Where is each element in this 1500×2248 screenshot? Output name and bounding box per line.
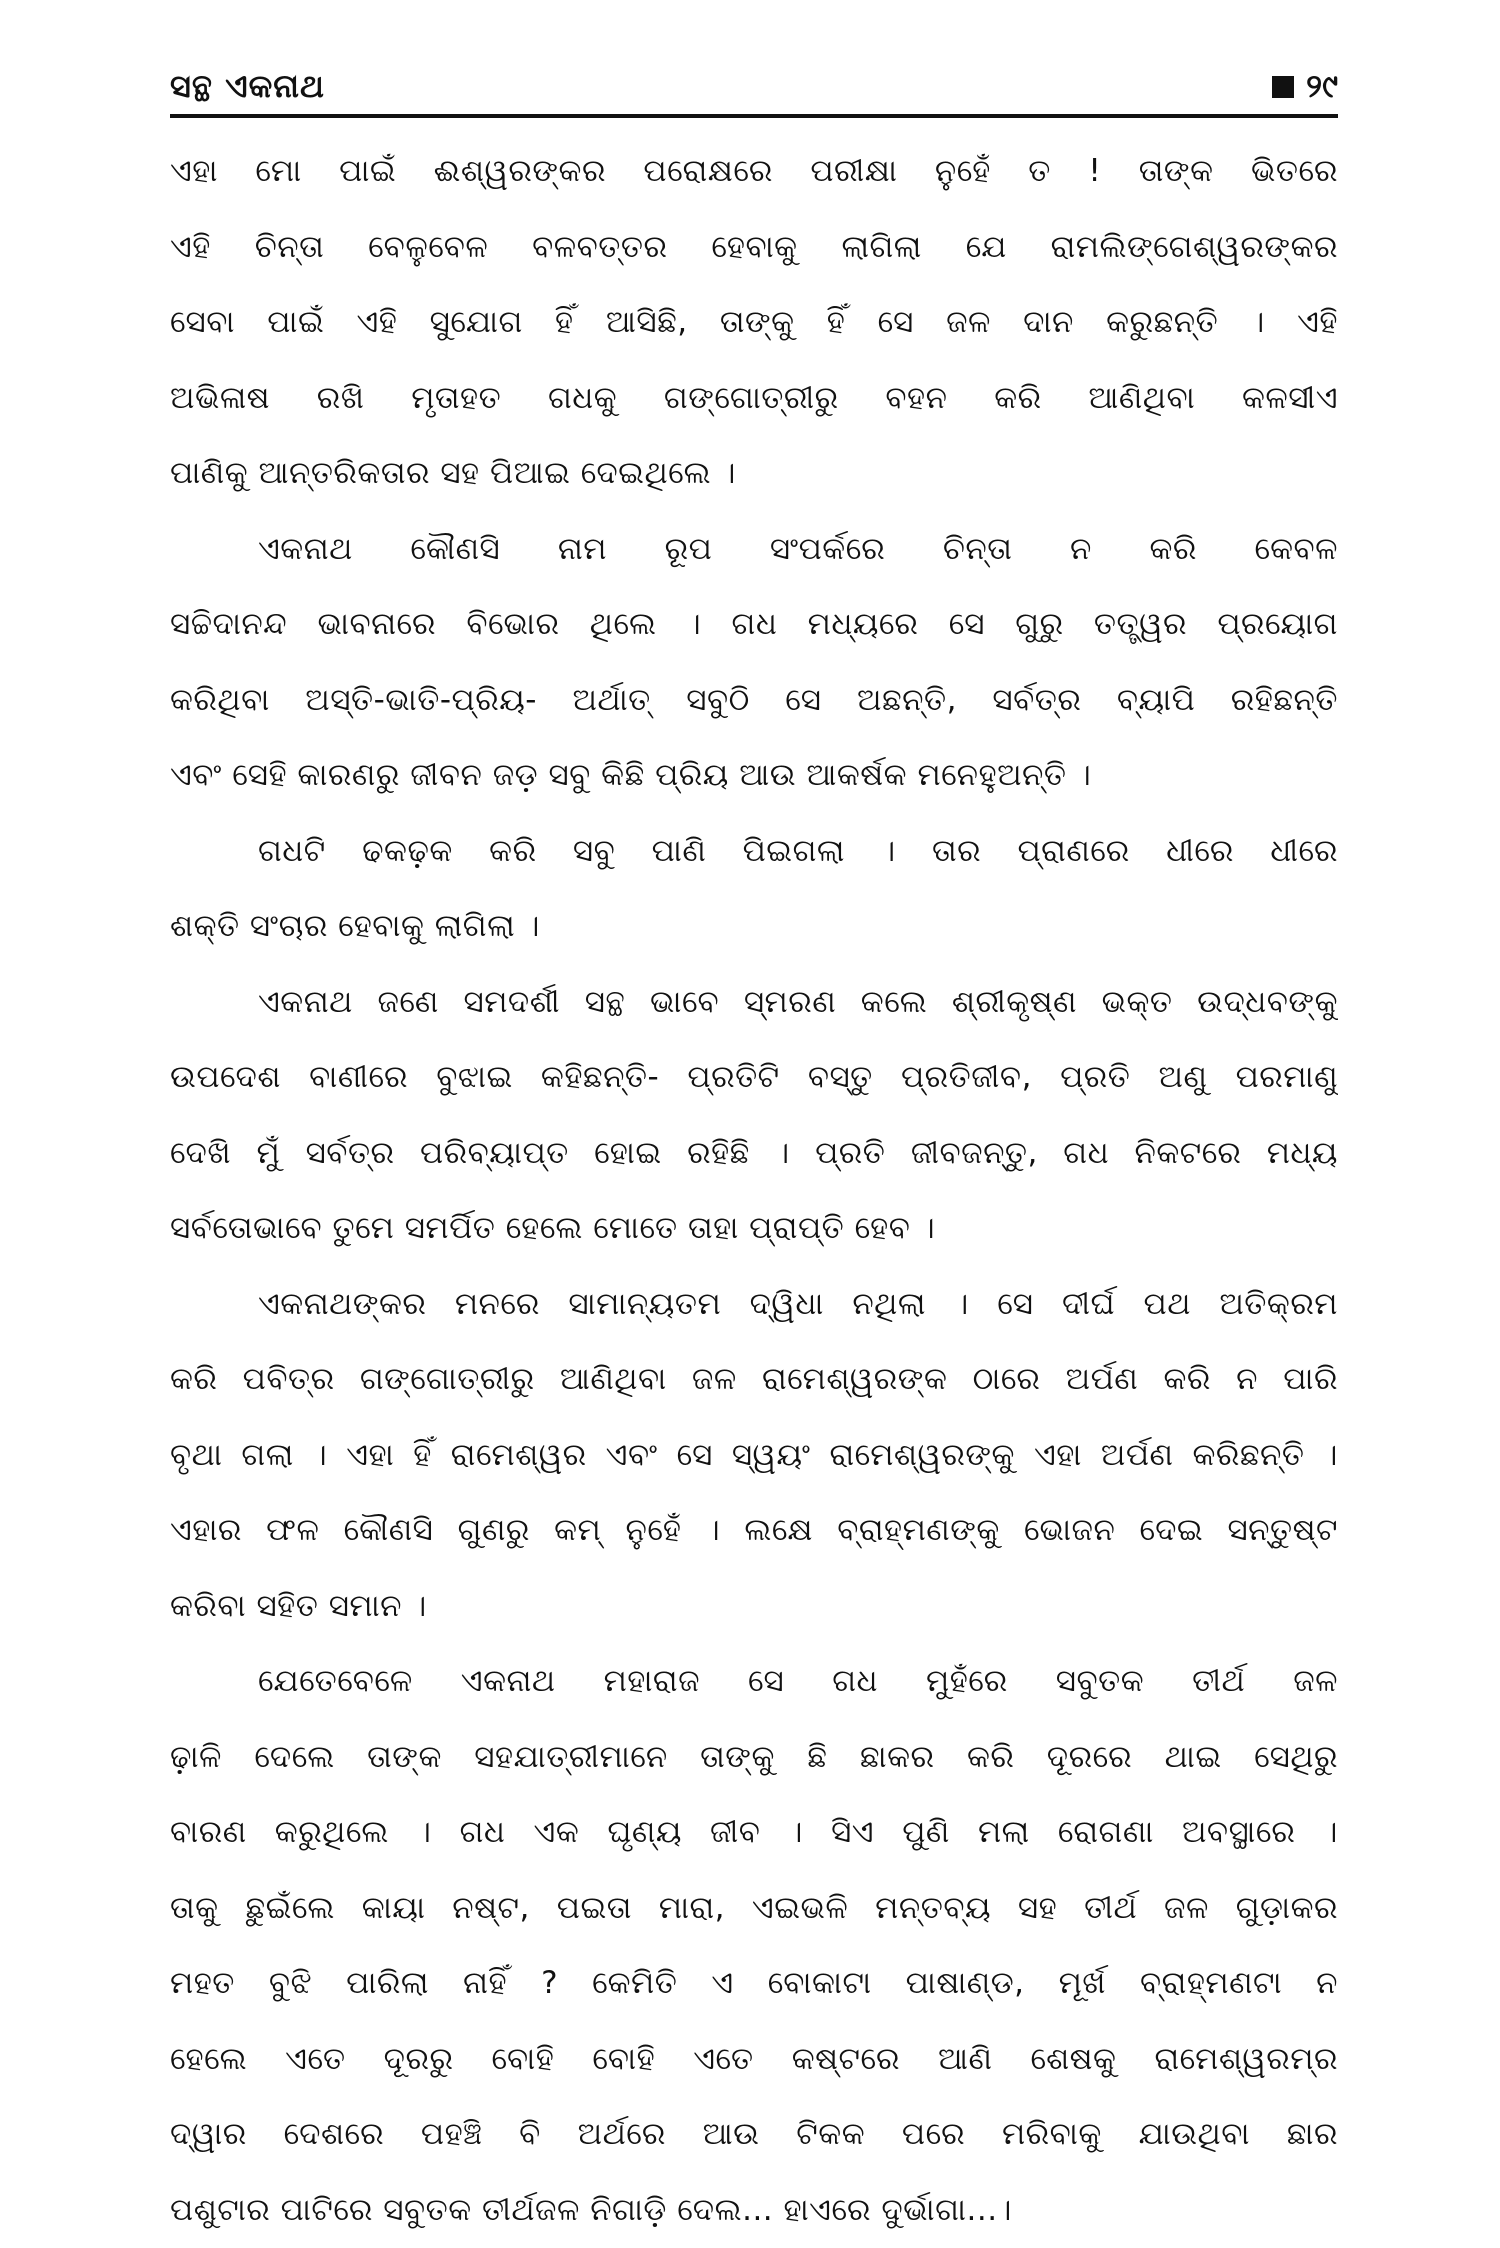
- page-number-group: [1272, 67, 1338, 106]
- book-title: ସନ୍ଥ ଏକନାଥ: [170, 67, 325, 106]
- text-line: ଏହାର ଫଳ କୌଣସି ଗୁଣରୁ କମ୍ ନୁହେଁ । ଲକ୍ଷେ ବ୍ରାହ୍ମଣଙ୍କୁ ଭୋଜନ ଦେଇ ସନ୍ତୁଷ୍ଟ: [170, 1493, 1338, 1569]
- text-line: କରି ପବିତ୍ର ଗଙ୍ଗୋତ୍ରୀରୁ ଆଣିଥିବା ଜଳ ରାମେଶ୍ୱରଙ୍କ ଠାରେ ଅର୍ପଣ କରି ନ ପାରି: [170, 1342, 1338, 1418]
- text-line: କରିଥିବା ଅସ୍ତି-ଭାତି-ପ୍ରିୟ- ଅର୍ଥାତ୍ ସବୁଠି ସେ ଅଛନ୍ତି, ସର୍ବତ୍ର ବ୍ୟାପି ରହିଛନ୍ତି: [170, 663, 1338, 739]
- text-line: ଦ୍ୱାର ଦେଶରେ ପହଞ୍ଚି ବି ଅର୍ଥରେ ଆଉ ଟିକକ ପରେ ମରିବାକୁ ଯାଉଥିବା ଛାର: [170, 2097, 1338, 2173]
- running-header: [170, 60, 1338, 118]
- text-line: ସର୍ବତୋଭାବେ ତୁମେ ସମର୍ପିତ ହେଲେ ମୋତେ ତାହା ପ୍ରାପ୍ତି ହେବ ।: [170, 1191, 1338, 1267]
- text-line: ଯେତେବେଳେ ଏକନାଥ ମହାରାଜ ସେ ଗଧ ମୁହଁରେ ସବୁତକ ତୀର୍ଥ ଜଳ: [170, 1644, 1338, 1720]
- text-line: ଢ଼ାଳି ଦେଲେ ତାଙ୍କ ସହଯାତ୍ରୀମାନେ ତାଙ୍କୁ ଛି ଛାକର କରି ଦୂରରେ ଥାଇ ସେଥିରୁ: [170, 1720, 1338, 1796]
- text-line: ପାଣିକୁ ଆନ୍ତରିକତାର ସହ ପିଆଇ ଦେଇଥିଲେ ।: [170, 436, 1338, 512]
- text-line: ହେଲେ ଏତେ ଦୂରରୁ ବୋହି ବୋହି ଏତେ କଷ୍ଟରେ ଆଣି ଶେଷକୁ ରାମେଶ୍ୱରମ୍‌ର: [170, 2022, 1338, 2098]
- text-line: ସେବା ପାଇଁ ଏହି ସୁଯୋଗ ହିଁ ଆସିଛି, ତାଙ୍କୁ ହିଁ ସେ ଜଳ ଦାନ କରୁଛନ୍ତି । ଏହି: [170, 285, 1338, 361]
- text-line: ଦେଖି ମୁଁ ସର୍ବତ୍ର ପରିବ୍ୟାପ୍ତ ହୋଇ ରହିଛି । ପ୍ରତି ଜୀବଜନ୍ତୁ, ଗଧ ନିକଟରେ ମଧ୍ୟ: [170, 1116, 1338, 1192]
- text-line: ତାକୁ ଛୁଇଁଲେ କାୟା ନଷ୍ଟ, ପଇତା ମାରା, ଏଇଭଳି ମନ୍ତବ୍ୟ ସହ ତୀର୍ଥ ଜଳ ଗୁଡ଼ାକର: [170, 1871, 1338, 1947]
- text-line: ଏବଂ ସେହି କାରଣରୁ ଜୀବନ ଜଡ଼ ସବୁ କିଛି ପ୍ରିୟ ଆଉ ଆକର୍ଷକ ମନେହୁଅନ୍ତି ।: [170, 738, 1338, 814]
- text-line: ଏକନାଥ ଜଣେ ସମଦର୍ଶୀ ସନ୍ଥ ଭାବେ ସ୍ମରଣ କଲେ ଶ୍ରୀକୃଷ୍ଣ ଭକ୍ତ ଉଦ୍ଧବଙ୍କୁ: [170, 965, 1338, 1041]
- text-line: ସଚ୍ଚିଦାନନ୍ଦ ଭାବନାରେ ବିଭୋର ଥିଲେ । ଗଧ ମଧ୍ୟରେ ସେ ଗୁରୁ ତତ୍ତ୍ୱର ପ୍ରୟୋଗ: [170, 587, 1338, 663]
- text-line: ଏହା ମୋ ପାଇଁ ଈଶ୍ୱରଙ୍କର ପରୋକ୍ଷରେ ପରୀକ୍ଷା ନୁହେଁ ତ ! ତାଙ୍କ ଭିତରେ: [170, 134, 1338, 210]
- text-line: ଏକନାଥ କୌଣସି ନାମ ରୂପ ସଂପର୍କରେ ଚିନ୍ତା ନ କରି କେବଳ: [170, 512, 1338, 588]
- text-line: ଗଧଟି ଢକଢ଼କ କରି ସବୁ ପାଣି ପିଇଗଲା । ତାର ପ୍ରାଣରେ ଧୀରେ ଧୀରେ: [170, 814, 1338, 890]
- text-line: ପଶୁଟାର ପାଟିରେ ସବୁତକ ତୀର୍ଥଜଳ ନିଗାଡ଼ି ଦେଲ... ହାଏରେ ଦୁର୍ଭାଗା...।: [170, 2173, 1338, 2248]
- text-line: ମହତ ବୁଝି ପାରିଲା ନାହିଁ ? କେମିତି ଏ ବୋକାଟା ପାଷାଣ୍ଡ, ମୂର୍ଖ ବ୍ରାହ୍ମଣଟା ନ: [170, 1946, 1338, 2022]
- book-page: [170, 60, 1338, 1960]
- text-line: ବାରଣ କରୁଥିଲେ । ଗଧ ଏକ ଘୃଣ୍ୟ ଜୀବ । ସିଏ ପୁଣି ମଲା ରୋଗଣା ଅବସ୍ଥାରେ ।: [170, 1795, 1338, 1871]
- text-line: ଉପଦେଶ ବାଣୀରେ ବୁଝାଇ କହିଛନ୍ତି- ପ୍ରତିଟି ବସ୍ତୁ ପ୍ରତିଜୀବ, ପ୍ରତି ଅଣୁ ପରମାଣୁ: [170, 1040, 1338, 1116]
- page-number: ୨୯: [1306, 67, 1338, 106]
- text-line: ଏହି ଚିନ୍ତା ବେଳୁବେଳ ବଳବତ୍ତର ହେବାକୁ ଲାଗିଲା ଯେ ରାମଲିଙ୍ଗେଶ୍ୱରଙ୍କର: [170, 210, 1338, 286]
- body-text: [170, 134, 1338, 2248]
- text-line: ଅଭିଳାଷ ରଖି ମୃତାହତ ଗଧକୁ ଗଙ୍ଗୋତ୍ରୀରୁ ବହନ କରି ଆଣିଥିବା କଳସୀଏ: [170, 361, 1338, 437]
- text-line: କରିବା ସହିତ ସମାନ ।: [170, 1569, 1338, 1645]
- text-line: ଶକ୍ତି ସଂଚାର ହେବାକୁ ଲାଗିଲା ।: [170, 889, 1338, 965]
- text-line: ବୃଥା ଗଲା । ଏହା ହିଁ ରାମେଶ୍ୱର ଏବଂ ସେ ସ୍ୱୟଂ ରାମେଶ୍ୱରଙ୍କୁ ଏହା ଅର୍ପଣ କରିଛନ୍ତି ।: [170, 1418, 1338, 1494]
- text-line: ଏକନାଥଙ୍କର ମନରେ ସାମାନ୍ୟତମ ଦ୍ୱିଧା ନଥିଲା । ସେ ଦୀର୍ଘ ପଥ ଅତିକ୍ରମ: [170, 1267, 1338, 1343]
- square-bullet-icon: [1272, 76, 1294, 98]
